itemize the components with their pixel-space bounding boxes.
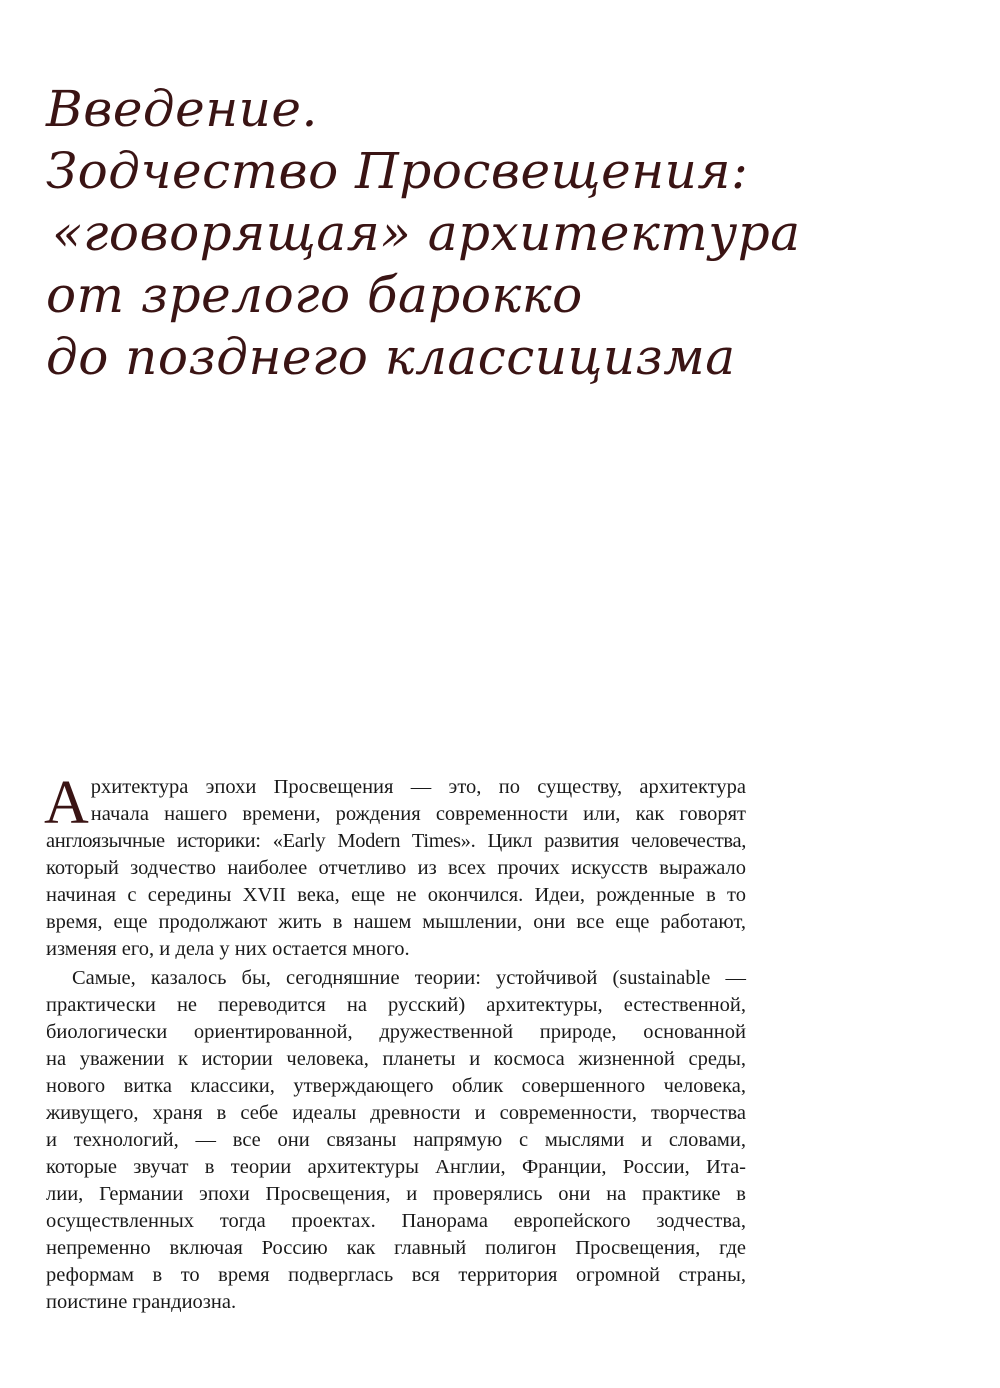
text-line: Самые, казалось бы, сегодняшние теории: устойчивой (sustainable — (72, 967, 746, 989)
title-line: «говорящая» архитектура (52, 204, 801, 262)
paragraph (44, 769, 746, 963)
text-line: которые звучат в теории архитектуры Англии, Франции, России, Ита- (46, 1156, 746, 1178)
text-line: непременно включая Россию как главный полигон Просвещения, где (46, 1237, 746, 1259)
text-line: на уважении к истории человека, планеты и космоса жизненной среды, (46, 1048, 746, 1070)
body-text (44, 769, 746, 1316)
text-line: начиная с середины XVII века, еще не окончился. Идеи, рожденные в то (46, 884, 746, 906)
text-line: рхитектура эпохи Просвещения — это, по существу, архитектура (90, 776, 746, 798)
paragraph (46, 965, 746, 1316)
text-line: который зодчество наиболее отчетливо из всех прочих искусств выражало (46, 857, 746, 879)
text-line: осуществленных тогда проектах. Панорама европейского зодчества, (46, 1210, 746, 1232)
text-line: живущего, храня в себе идеалы древности и современности, творчества (46, 1102, 746, 1124)
text-line: лии, Германии эпохи Просвещения, и проверялись они на практике в (46, 1183, 746, 1205)
text-line: нового витка классики, утверждающего облик совершенного человека, (46, 1075, 746, 1097)
text-line: поистине грандиозна. (46, 1291, 237, 1313)
title-line: Зодчество Просвещения: (46, 142, 749, 200)
text-line: изменяя его, и дела у них остается много. (46, 938, 410, 960)
title-line: до позднего классицизма (46, 328, 736, 386)
text-line: время, еще продолжают жить в нашем мышлении, они все еще работают, (46, 911, 746, 933)
text-line: англоязычные историки: «Early Modern Times». Цикл развития человечества, (46, 830, 746, 852)
text-line: биологически ориентированной, дружественной природе, основанной (46, 1021, 746, 1043)
drop-cap: А (44, 769, 89, 837)
text-line: реформам в то время подверглась вся территория огромной страны, (46, 1264, 746, 1286)
text-line: и технологий, — все они связаны напрямую с мыслями и словами, (46, 1129, 746, 1151)
title-line: от зрелого барокко (46, 266, 583, 324)
chapter-title (46, 78, 946, 388)
text-line: практически не переводится на русский) архитектуры, естественной, (46, 994, 746, 1016)
title-line: Введение. (46, 80, 318, 138)
text-line: начала нашего времени, рождения современности или, как говорят (90, 803, 746, 825)
